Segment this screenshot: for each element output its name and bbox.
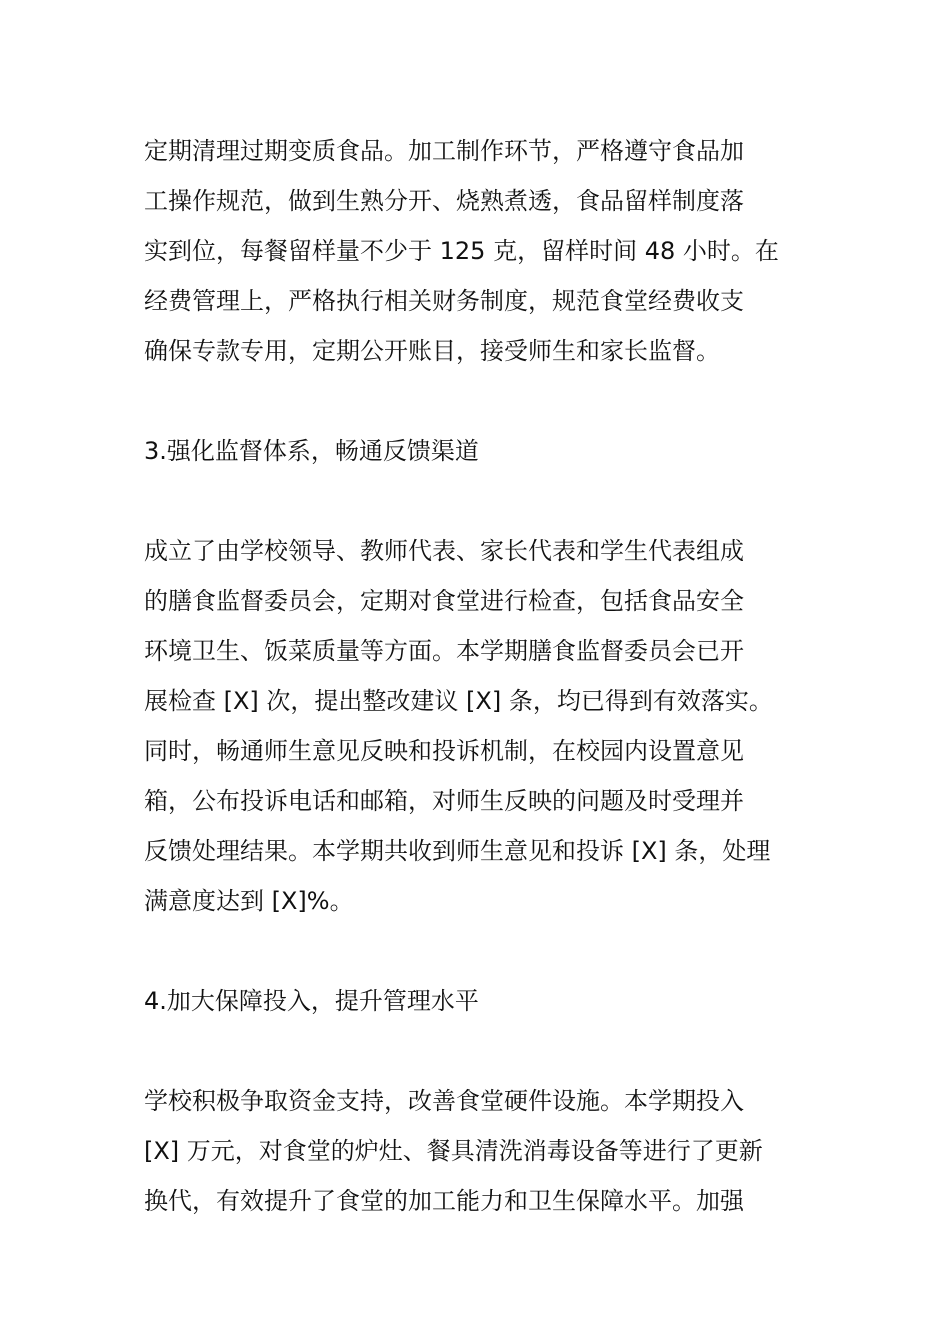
paragraph-line: 实到位，每餐留样量不少于 125 克，留样时间 48 小时。在 [144, 237, 779, 265]
paragraph-line: 学校积极争取资金支持，改善食堂硬件设施。本学期投入 [144, 1087, 744, 1115]
paragraph-line: 反馈处理结果。本学期共收到师生意见和投诉 [X] 条，处理 [144, 837, 771, 865]
paragraph-line: 满意度达到 [X]%。 [144, 887, 354, 915]
paragraph-food-processing [144, 126, 810, 376]
paragraph-spacer [144, 376, 810, 426]
paragraph-spacer [144, 476, 810, 526]
paragraph-line: 同时，畅通师生意见反映和投诉机制，在校园内设置意见 [144, 737, 744, 765]
section-heading-4: 4.加大保障投入，提升管理水平 [144, 987, 479, 1015]
paragraph-line: 箱，公布投诉电话和邮箱，对师生反映的问题及时受理并 [144, 787, 744, 815]
paragraph-line: [X] 万元，对食堂的炉灶、餐具清洗消毒设备等进行了更新 [144, 1137, 763, 1165]
paragraph-line: 经费管理上，严格执行相关财务制度，规范食堂经费收支 [144, 287, 744, 315]
paragraph-spacer [144, 1026, 810, 1076]
paragraph-line: 换代，有效提升了食堂的加工能力和卫生保障水平。加强 [144, 1187, 744, 1215]
paragraph-line: 成立了由学校领导、教师代表、家长代表和学生代表组成 [144, 537, 744, 565]
paragraph-line: 环境卫生、饭菜质量等方面。本学期膳食监督委员会已开 [144, 637, 744, 665]
paragraph-line: 定期清理过期变质食品。加工制作环节，严格遵守食品加 [144, 137, 744, 165]
paragraph-line: 工操作规范，做到生熟分开、烧熟煮透，食品留样制度落 [144, 187, 744, 215]
paragraph-spacer [144, 926, 810, 976]
paragraph-line: 展检查 [X] 次，提出整改建议 [X] 条，均已得到有效落实。 [144, 687, 773, 715]
document-body [144, 126, 810, 1226]
paragraph-supervision [144, 526, 810, 926]
paragraph-line: 的膳食监督委员会，定期对食堂进行检查，包括食品安全 [144, 587, 744, 615]
paragraph-line: 确保专款专用，定期公开账目，接受师生和家长监督。 [144, 337, 720, 365]
section-heading-3: 3.强化监督体系，畅通反馈渠道 [144, 437, 479, 465]
paragraph-investment [144, 1076, 810, 1226]
